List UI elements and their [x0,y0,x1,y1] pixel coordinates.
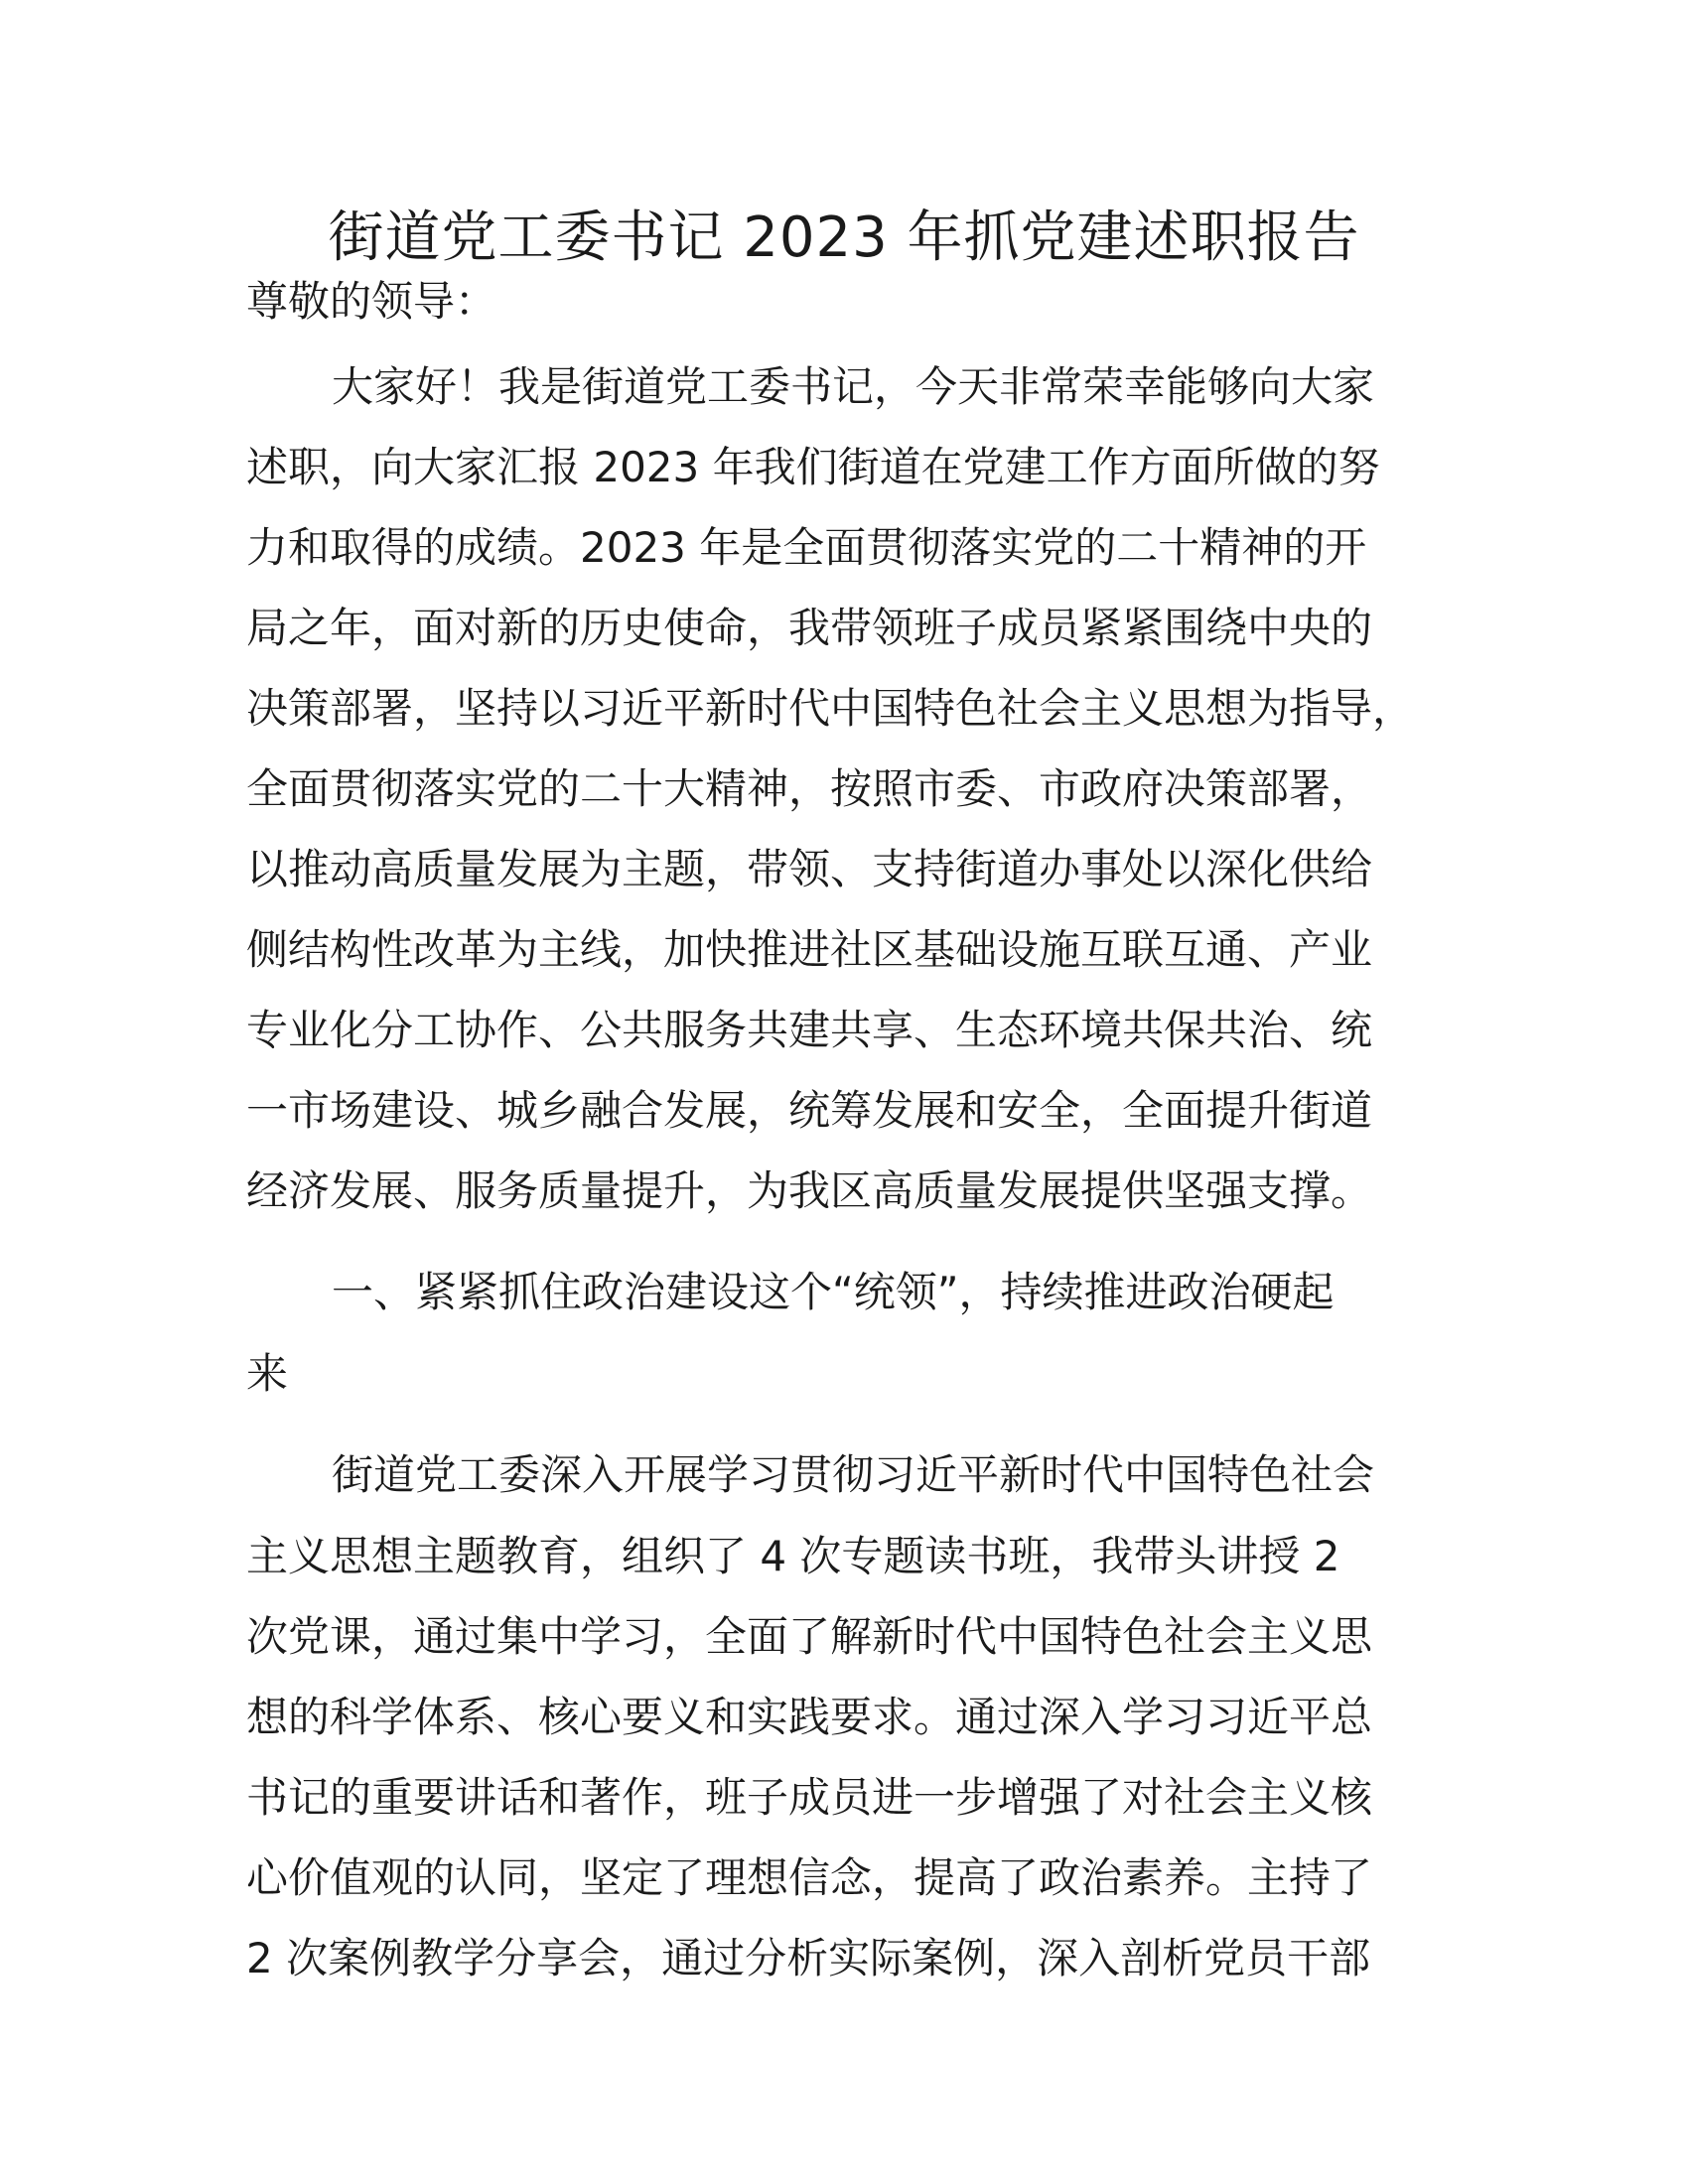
paragraph-1-line: 大家好！我是街道党工委书记，今天非常荣幸能够向大家 [332,362,1375,411]
section-heading-1-cont: 来 [246,1349,289,1398]
paragraph-1-line: 专业化分工协作、公共服务共建共享、生态环境共保共治、统 [246,1006,1373,1054]
paragraph-1-line: 决策部署，坚持以习近平新时代中国特色社会主义思想为指导， [246,684,1415,733]
paragraph-2-line: 主义思想主题教育，组织了 4 次专题读书班，我带头讲授 2 [246,1532,1340,1580]
paragraph-1-line: 一市场建设、城乡融合发展，统筹发展和安全，全面提升街道 [246,1086,1373,1135]
paragraph-1-line: 侧结构性改革为主线，加快推进社区基础设施互联互通、产业 [246,925,1373,974]
paragraph-2-line: 2 次案例教学分享会，通过分析实际案例，深入剖析党员干部 [246,1934,1371,1982]
paragraph-2-line: 心价值观的认同，坚定了理想信念，提高了政治素养。主持了 [246,1853,1373,1902]
paragraph-1-line: 述职，向大家汇报 2023 年我们街道在党建工作方面所做的努 [246,443,1380,491]
document-title: 街道党工委书记 2023 年抓党建述职报告 [328,205,1360,270]
paragraph-1-line: 力和取得的成绩。2023 年是全面贯彻落实党的二十精神的开 [246,523,1367,572]
paragraph-1-line: 经济发展、服务质量提升，为我区高质量发展提供坚强支撑。 [246,1166,1373,1215]
paragraph-2-line: 街道党工委深入开展学习贯彻习近平新时代中国特色社会 [332,1450,1375,1499]
salutation: 尊敬的领导： [246,277,497,326]
paragraph-1-line: 以推动高质量发展为主题，带领、支持街道办事处以深化供给 [246,845,1373,893]
paragraph-2-line: 书记的重要讲话和著作，班子成员进一步增强了对社会主义核 [246,1773,1373,1822]
paragraph-1-line: 局之年，面对新的历史使命，我带领班子成员紧紧围绕中央的 [246,604,1373,652]
paragraph-2-line: 想的科学体系、核心要义和实践要求。通过深入学习习近平总 [246,1693,1373,1741]
paragraph-2-line: 次党课，通过集中学习，全面了解新时代中国特色社会主义思 [246,1612,1373,1661]
paragraph-1-line: 全面贯彻落实党的二十大精神，按照市委、市政府决策部署， [246,764,1373,813]
section-heading-1: 一、紧紧抓住政治建设这个“统领”，持续推进政治硬起 [332,1268,1335,1316]
